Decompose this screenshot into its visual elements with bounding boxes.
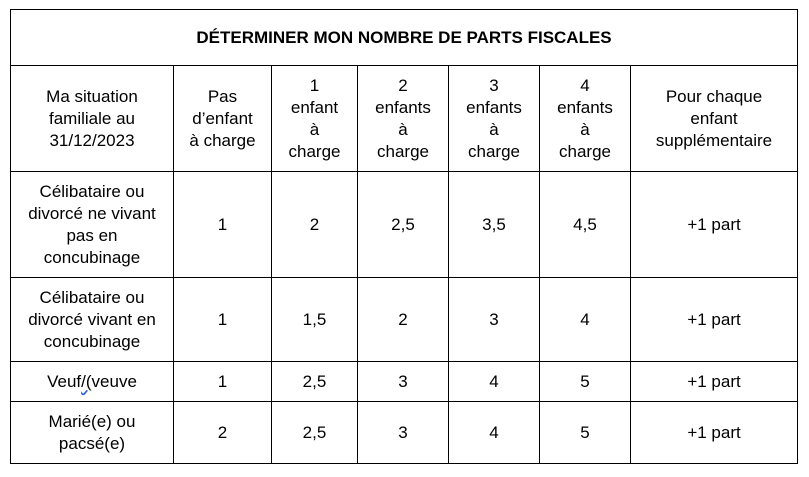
cell-value: +1 part bbox=[631, 362, 798, 402]
cell-value: 4 bbox=[449, 402, 540, 464]
header-no-child: Pas d’enfant à charge bbox=[174, 66, 272, 172]
cell-value: 2 bbox=[174, 402, 272, 464]
cell-value: +1 part bbox=[631, 278, 798, 362]
spellcheck-mark: /( bbox=[81, 371, 92, 391]
fiscal-parts-table bbox=[10, 9, 798, 464]
cell-value: 1,5 bbox=[272, 278, 358, 362]
header-2-children: 2 enfants à charge bbox=[358, 66, 449, 172]
table-title: DÉTERMINER MON NOMBRE DE PARTS FISCALES bbox=[11, 10, 798, 66]
table-row bbox=[11, 172, 798, 278]
cell-value: 2 bbox=[272, 172, 358, 278]
cell-value: 4,5 bbox=[540, 172, 631, 278]
header-3-children: 3 enfants à charge bbox=[449, 66, 540, 172]
table-row bbox=[11, 402, 798, 464]
cell-value: 3 bbox=[358, 402, 449, 464]
cell-value: 4 bbox=[449, 362, 540, 402]
cell-value: 2,5 bbox=[272, 402, 358, 464]
table-row bbox=[11, 278, 798, 362]
row-situation: Célibataire ou divorcé ne vivant pas en concubinage bbox=[11, 172, 174, 278]
header-4-children: 4 enfants à charge bbox=[540, 66, 631, 172]
cell-value: 2,5 bbox=[272, 362, 358, 402]
cell-value: 1 bbox=[174, 278, 272, 362]
table-row bbox=[11, 362, 798, 402]
cell-value: 1 bbox=[174, 362, 272, 402]
row-situation: Marié(e) ou pacsé(e) bbox=[11, 402, 174, 464]
cell-value: 1 bbox=[174, 172, 272, 278]
cell-value: 5 bbox=[540, 402, 631, 464]
cell-value: 2 bbox=[358, 278, 449, 362]
cell-value: 3 bbox=[358, 362, 449, 402]
header-situation: Ma situation familiale au 31/12/2023 bbox=[11, 66, 174, 172]
cell-value: 3 bbox=[449, 278, 540, 362]
cell-value: +1 part bbox=[631, 402, 798, 464]
cell-value: 2,5 bbox=[358, 172, 449, 278]
cell-value: +1 part bbox=[631, 172, 798, 278]
header-each-extra-child: Pour chaque enfant supplémentaire bbox=[631, 66, 798, 172]
cell-value: 3,5 bbox=[449, 172, 540, 278]
cell-value: 5 bbox=[540, 362, 631, 402]
row-situation: Veuf/(veuve bbox=[11, 362, 174, 402]
row-situation: Célibataire ou divorcé vivant en concubinage bbox=[11, 278, 174, 362]
cell-value: 4 bbox=[540, 278, 631, 362]
header-1-child: 1 enfant à charge bbox=[272, 66, 358, 172]
